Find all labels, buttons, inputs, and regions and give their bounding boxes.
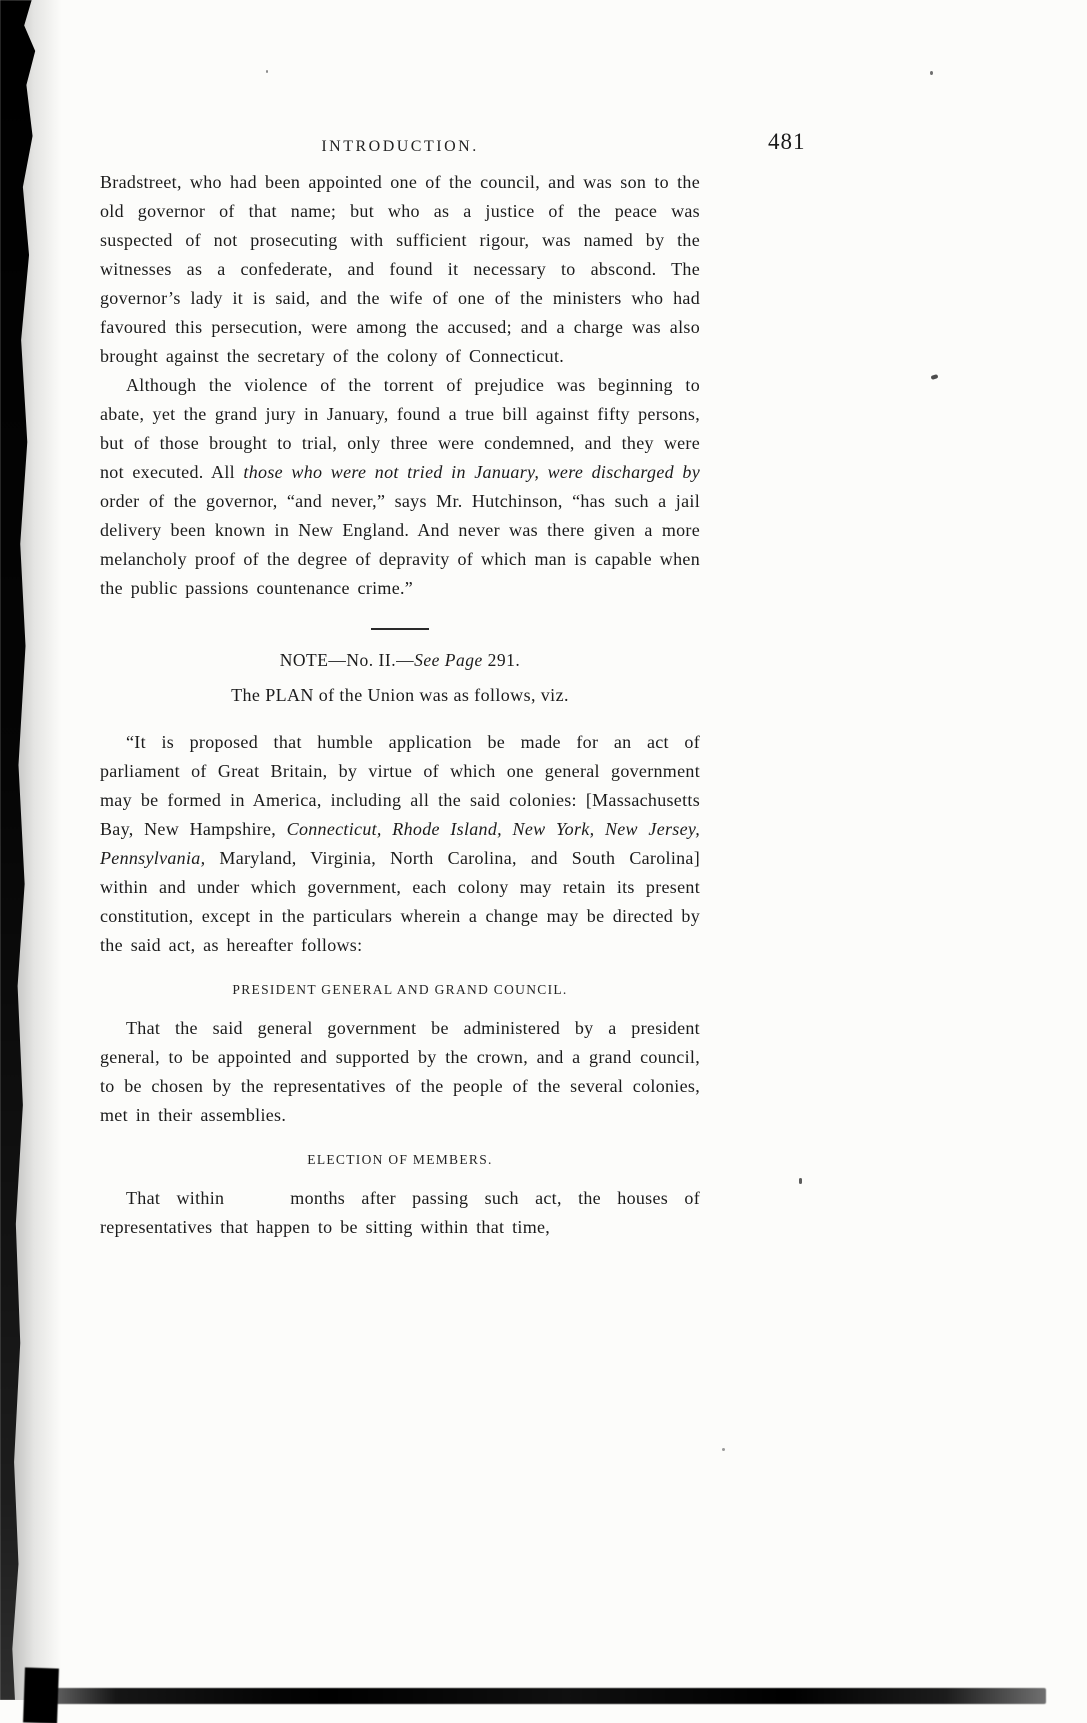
section-divider-rule	[371, 628, 429, 630]
paragraph-text: That within	[126, 1188, 225, 1208]
paragraph-bradstreet	[100, 168, 700, 371]
page-number: 481	[768, 129, 806, 154]
paragraph-text: Bradstreet, who had been appointed one of the council, and was son to the old governor of that name; but who as a justice of the peace was suspected of not prosecuting with sufficient rigour, was named by the witnesses as a confederate, and found it necessary to abscond. The governor’s lady it is said, and the wife of one of the ministers who had favoured this persecution, were among the accused; and a charge was also brought against the secretary of the colony of Connecticut.	[100, 172, 700, 366]
paragraph-text: Although the violence of the torrent of prejudice was beginning to abate, yet the grand jury in January, found a true bill against fifty persons, but of those brought to trial, only three were condemned, and they were not executed. All	[100, 375, 700, 482]
paragraph-text-italic: those who were not tried in January, were discharged by	[243, 462, 700, 482]
note-heading-see-page: See Page	[414, 650, 483, 670]
scan-bottom-edge	[46, 1688, 1046, 1704]
paragraph-president-general	[100, 1014, 700, 1130]
ink-speck	[930, 71, 933, 75]
paragraph-text: Maryland, Virginia, North Carolina, and South Carolina] within and under which government, each colony may retain its present constitution, except in the particulars wherein a change may be directed by the said act, as hereafter follows:	[100, 848, 700, 955]
ink-speck	[931, 374, 939, 380]
running-head	[100, 129, 806, 156]
paragraph-plan-proposal	[100, 728, 700, 960]
ink-speck	[799, 1178, 802, 1184]
plan-subheading: The PLAN of the Union was as follows, viz.	[231, 685, 569, 705]
paragraph-text: That the said general government be administered by a president general, to be appointed and supported by the crown, and a grand council, to be chosen by the representatives of the people of the several colonies, met in their assemblies.	[100, 1018, 700, 1125]
paragraph-text: months after passing such act, the houses of representatives that happen to be sitting within that time,	[100, 1188, 700, 1237]
page-content	[100, 129, 806, 1242]
note-heading-text: NOTE—No. II.—	[279, 650, 415, 670]
heading-election-of-members: ELECTION OF MEMBERS.	[307, 1152, 493, 1167]
paragraph-grand-jury	[100, 371, 700, 603]
ink-speck	[266, 70, 268, 73]
paragraph-text: “It is proposed that humble application be made for an act of parliament of Great Britain, by virtue of which one general government may be formed in America, including all the said colonies: [Massachusetts Bay, New Hampshire,	[100, 732, 700, 839]
paragraph-text: order of the governor, “and never,” says Mr. Hutchinson, “has such a jail delivery been known in New England. And never was there given a more melancholy proof of the degree of depravity of which man is capable when the public passions countenance crime.”	[100, 491, 700, 598]
page-header-title: INTRODUCTION.	[321, 138, 479, 155]
paragraph-election	[100, 1184, 700, 1242]
heading-president-general: PRESIDENT GENERAL AND GRAND COUNCIL.	[232, 982, 568, 997]
note-heading-page-ref: 291.	[482, 650, 521, 670]
note-heading	[100, 650, 700, 671]
paragraph-text-italic: Connecticut, Rhode Island, New York, New Jersey, Pennsylvania,	[100, 819, 700, 868]
scan-corner-blob	[23, 1667, 59, 1723]
ink-speck	[722, 1448, 725, 1451]
